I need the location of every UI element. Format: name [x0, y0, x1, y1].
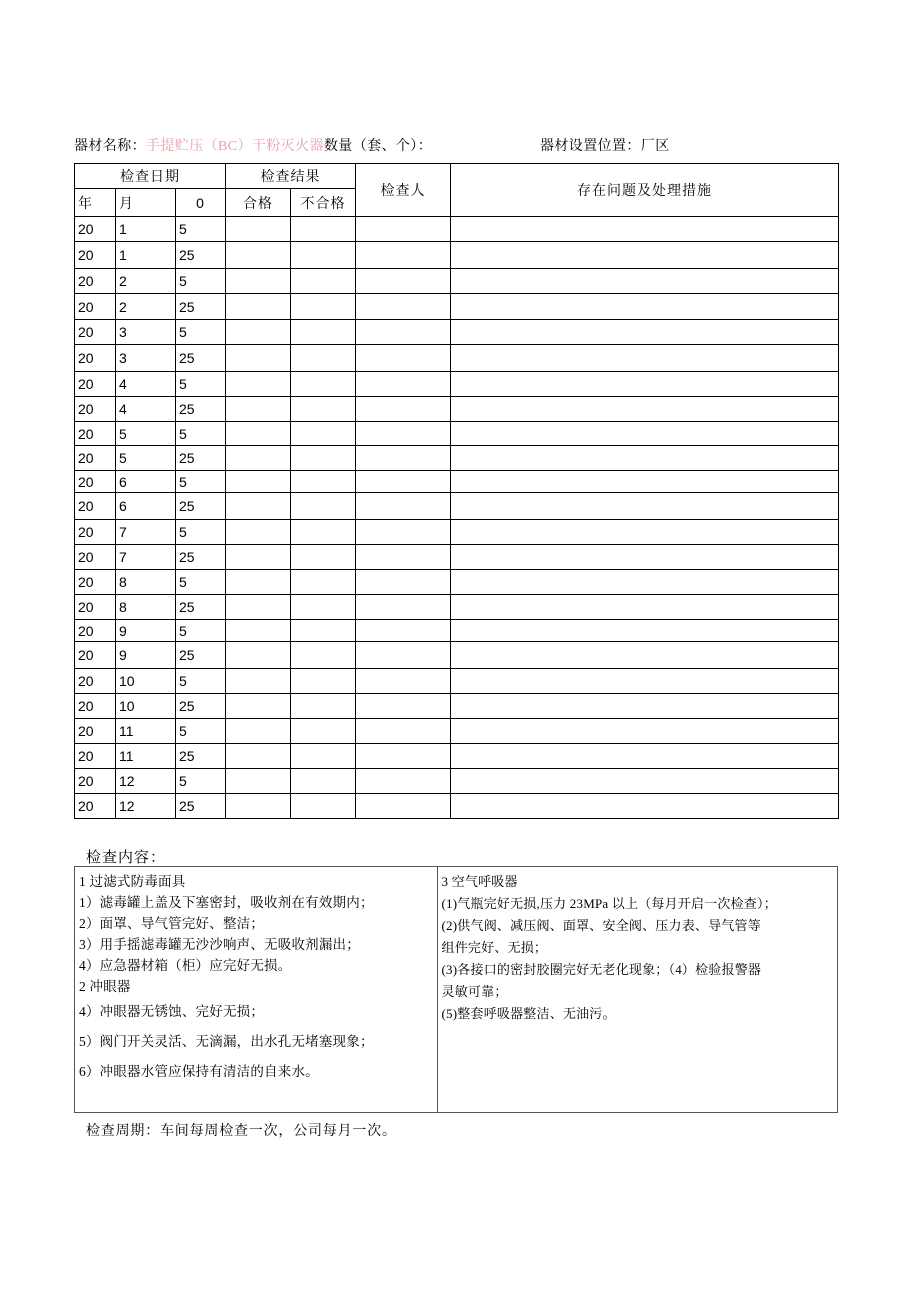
row-day[interactable]: 25 [176, 744, 226, 769]
content-line: (2)供气阀、减压阀、面罩、安全阀、压力表、导气管等 [441, 918, 761, 933]
row-pass[interactable] [226, 694, 291, 719]
row-notes[interactable] [451, 471, 839, 493]
row-person[interactable] [356, 446, 451, 471]
row-year[interactable]: 20 [75, 397, 116, 422]
row-person[interactable] [356, 397, 451, 422]
row-year[interactable]: 20 [75, 520, 116, 545]
row-month[interactable]: 7 [116, 520, 176, 545]
row-year[interactable]: 20 [75, 794, 116, 819]
row-pass[interactable] [226, 794, 291, 819]
row-pass[interactable] [226, 242, 291, 269]
table-row[interactable] [75, 422, 839, 446]
content-line: 2）面罩、导气管完好、整洁； [79, 916, 265, 931]
equipment-header [74, 136, 840, 158]
quantity-label: 数量（套、个）： [323, 139, 433, 154]
row-month[interactable]: 1 [116, 217, 176, 242]
row-day[interactable]: 25 [176, 397, 226, 422]
row-pass[interactable] [226, 269, 291, 294]
row-pass[interactable] [226, 719, 291, 744]
content-line: 灵敏可靠； [441, 984, 508, 999]
row-person[interactable] [356, 372, 451, 397]
table-row[interactable] [75, 493, 839, 520]
row-month[interactable]: 10 [116, 694, 176, 719]
row-fail[interactable] [291, 217, 356, 242]
row-person[interactable] [356, 744, 451, 769]
row-month[interactable]: 1 [116, 242, 176, 269]
header-inspector: 检查人 [356, 164, 451, 217]
table-row[interactable] [75, 294, 839, 320]
row-notes[interactable] [451, 769, 839, 794]
row-month[interactable]: 4 [116, 397, 176, 422]
row-notes[interactable] [451, 570, 839, 595]
row-year[interactable]: 20 [75, 620, 116, 642]
row-person[interactable] [356, 620, 451, 642]
table-row[interactable] [75, 397, 839, 422]
row-year[interactable]: 20 [75, 372, 116, 397]
row-fail[interactable] [291, 471, 356, 493]
row-day[interactable]: 5 [176, 719, 226, 744]
row-person[interactable] [356, 493, 451, 520]
row-person[interactable] [356, 520, 451, 545]
table-row[interactable] [75, 744, 839, 769]
row-month[interactable]: 3 [116, 345, 176, 372]
row-fail[interactable] [291, 242, 356, 269]
row-pass[interactable] [226, 669, 291, 694]
row-pass[interactable] [226, 545, 291, 570]
row-fail[interactable] [291, 794, 356, 819]
row-year[interactable]: 20 [75, 242, 116, 269]
row-fail[interactable] [291, 719, 356, 744]
row-notes[interactable] [451, 294, 839, 320]
table-row[interactable] [75, 545, 839, 570]
row-year[interactable]: 20 [75, 294, 116, 320]
table-row[interactable] [75, 320, 839, 345]
content-line: 3）用手摇滤毒罐无沙沙响声、无吸收剂漏出； [79, 937, 360, 952]
table-row[interactable] [75, 570, 839, 595]
table-body [75, 217, 839, 819]
row-pass[interactable] [226, 320, 291, 345]
row-month[interactable]: 6 [116, 493, 176, 520]
row-person[interactable] [356, 642, 451, 669]
row-fail[interactable] [291, 345, 356, 372]
row-day[interactable]: 25 [176, 446, 226, 471]
content-line: 6）冲眼器水管应保持有清洁的自来水。 [79, 1064, 319, 1079]
row-notes[interactable] [451, 694, 839, 719]
row-day[interactable]: 5 [176, 471, 226, 493]
header-year: 年 [75, 189, 116, 217]
row-notes[interactable] [451, 242, 839, 269]
row-day[interactable]: 5 [176, 269, 226, 294]
row-year[interactable]: 20 [75, 669, 116, 694]
row-month[interactable]: 5 [116, 446, 176, 471]
row-day[interactable]: 5 [176, 669, 226, 694]
table-header-row-group [75, 164, 839, 189]
location-value: 厂区 [640, 139, 670, 154]
row-year[interactable]: 20 [75, 471, 116, 493]
row-pass[interactable] [226, 570, 291, 595]
row-year[interactable]: 20 [75, 217, 116, 242]
row-person[interactable] [356, 269, 451, 294]
table-row[interactable] [75, 595, 839, 620]
inspection-content-right-column [438, 867, 837, 1112]
header-day: 0 [176, 189, 226, 217]
row-month[interactable]: 9 [116, 642, 176, 669]
table-row[interactable] [75, 719, 839, 744]
row-year[interactable]: 20 [75, 545, 116, 570]
table-row[interactable] [75, 345, 839, 372]
row-day[interactable]: 25 [176, 294, 226, 320]
row-notes[interactable] [451, 794, 839, 819]
row-day[interactable]: 25 [176, 595, 226, 620]
row-person[interactable] [356, 320, 451, 345]
inspection-record-table [74, 163, 839, 819]
row-month[interactable]: 12 [116, 769, 176, 794]
row-notes[interactable] [451, 345, 839, 372]
content-line: 组件完好、无损； [441, 940, 548, 955]
row-pass[interactable] [226, 446, 291, 471]
row-year[interactable]: 20 [75, 769, 116, 794]
row-notes[interactable] [451, 493, 839, 520]
row-day[interactable]: 25 [176, 794, 226, 819]
content-line: 4）应急器材箱（柜）应完好无损。 [79, 958, 292, 973]
header-fail: 不合格 [291, 189, 356, 217]
table-row[interactable] [75, 794, 839, 819]
row-person[interactable] [356, 794, 451, 819]
row-month[interactable]: 11 [116, 719, 176, 744]
row-notes[interactable] [451, 446, 839, 471]
content-line: 2 冲眼器 [79, 979, 131, 994]
row-year[interactable]: 20 [75, 595, 116, 620]
row-month[interactable]: 12 [116, 794, 176, 819]
row-fail[interactable] [291, 769, 356, 794]
row-month[interactable]: 2 [116, 269, 176, 294]
equipment-name-value: 手提贮压（BC）干粉灭火器 [146, 139, 324, 154]
row-person[interactable] [356, 570, 451, 595]
row-pass[interactable] [226, 595, 291, 620]
row-notes[interactable] [451, 372, 839, 397]
row-notes[interactable] [451, 595, 839, 620]
content-line: 1 过滤式防毒面具 [79, 874, 186, 889]
header-inspection-result: 检查结果 [226, 164, 356, 189]
row-notes[interactable] [451, 642, 839, 669]
row-person[interactable] [356, 294, 451, 320]
row-notes[interactable] [451, 719, 839, 744]
row-fail[interactable] [291, 397, 356, 422]
row-year[interactable]: 20 [75, 422, 116, 446]
row-person[interactable] [356, 217, 451, 242]
row-pass[interactable] [226, 520, 291, 545]
row-day[interactable]: 5 [176, 372, 226, 397]
row-person[interactable] [356, 345, 451, 372]
equipment-location [540, 136, 670, 158]
row-fail[interactable] [291, 744, 356, 769]
row-person[interactable] [356, 694, 451, 719]
row-year[interactable]: 20 [75, 320, 116, 345]
row-month[interactable]: 10 [116, 669, 176, 694]
row-day[interactable]: 25 [176, 345, 226, 372]
header-inspection-date: 检查日期 [75, 164, 226, 189]
inspection-cycle-note: 检查周期：车间每周检查一次，公司每月一次。 [86, 1124, 397, 1139]
row-day[interactable]: 5 [176, 422, 226, 446]
row-pass[interactable] [226, 471, 291, 493]
content-line: (1)气瓶完好无损,压力 23MPa 以上（每月开启一次检查）； [441, 896, 777, 911]
row-year[interactable]: 20 [75, 493, 116, 520]
row-person[interactable] [356, 595, 451, 620]
table-row[interactable] [75, 769, 839, 794]
row-person[interactable] [356, 242, 451, 269]
row-month[interactable]: 11 [116, 744, 176, 769]
row-person[interactable] [356, 545, 451, 570]
row-person[interactable] [356, 719, 451, 744]
row-pass[interactable] [226, 744, 291, 769]
equipment-name-label: 器材名称： [74, 139, 146, 154]
row-fail[interactable] [291, 545, 356, 570]
row-day[interactable]: 25 [176, 694, 226, 719]
table-row[interactable] [75, 446, 839, 471]
row-person[interactable] [356, 669, 451, 694]
header-month: 月 [116, 189, 176, 217]
row-month[interactable]: 2 [116, 294, 176, 320]
content-line: (5)整套呼吸器整洁、无油污。 [441, 1006, 616, 1021]
table-row[interactable] [75, 372, 839, 397]
row-day[interactable]: 5 [176, 570, 226, 595]
row-notes[interactable] [451, 269, 839, 294]
content-line: (3)各接口的密封胶圈完好无老化现象；（4）检验报警器 [441, 962, 762, 977]
row-day[interactable]: 5 [176, 520, 226, 545]
row-year[interactable]: 20 [75, 642, 116, 669]
row-notes[interactable] [451, 620, 839, 642]
row-month[interactable]: 7 [116, 545, 176, 570]
row-year[interactable]: 20 [75, 269, 116, 294]
row-fail[interactable] [291, 320, 356, 345]
row-day[interactable]: 5 [176, 320, 226, 345]
table-row[interactable] [75, 669, 839, 694]
row-month[interactable]: 5 [116, 422, 176, 446]
row-fail[interactable] [291, 620, 356, 642]
row-notes[interactable] [451, 422, 839, 446]
header-pass: 合格 [226, 189, 291, 217]
row-pass[interactable] [226, 294, 291, 320]
row-pass[interactable] [226, 397, 291, 422]
content-line: 3 空气呼吸器 [441, 874, 518, 889]
row-month[interactable]: 8 [116, 570, 176, 595]
inspection-content-box [74, 866, 838, 1113]
row-fail[interactable] [291, 372, 356, 397]
table-row[interactable] [75, 642, 839, 669]
row-day[interactable]: 5 [176, 769, 226, 794]
row-month[interactable]: 8 [116, 595, 176, 620]
row-fail[interactable] [291, 422, 356, 446]
row-month[interactable]: 9 [116, 620, 176, 642]
row-notes[interactable] [451, 669, 839, 694]
row-notes[interactable] [451, 217, 839, 242]
row-fail[interactable] [291, 446, 356, 471]
table-row[interactable] [75, 217, 839, 242]
location-label: 器材设置位置： [540, 139, 641, 154]
row-fail[interactable] [291, 694, 356, 719]
row-person[interactable] [356, 422, 451, 446]
row-year[interactable]: 20 [75, 744, 116, 769]
row-year[interactable]: 20 [75, 570, 116, 595]
row-year[interactable]: 20 [75, 446, 116, 471]
row-notes[interactable] [451, 520, 839, 545]
row-fail[interactable] [291, 669, 356, 694]
row-year[interactable]: 20 [75, 694, 116, 719]
row-fail[interactable] [291, 269, 356, 294]
row-notes[interactable] [451, 320, 839, 345]
row-fail[interactable] [291, 520, 356, 545]
row-day[interactable]: 25 [176, 642, 226, 669]
row-pass[interactable] [226, 493, 291, 520]
row-notes[interactable] [451, 744, 839, 769]
row-person[interactable] [356, 769, 451, 794]
content-line: 1）滤毒罐上盖及下塞密封，吸收剂在有效期内； [79, 895, 374, 910]
table-header [75, 164, 839, 217]
row-month[interactable]: 4 [116, 372, 176, 397]
row-year[interactable]: 20 [75, 719, 116, 744]
row-fail[interactable] [291, 570, 356, 595]
inspection-content-left-column [75, 867, 438, 1112]
inspection-content-title: 检查内容： [86, 850, 167, 866]
row-pass[interactable] [226, 422, 291, 446]
row-day[interactable]: 5 [176, 217, 226, 242]
row-pass[interactable] [226, 345, 291, 372]
content-line: 4）冲眼器无锈蚀、完好无损； [79, 1004, 265, 1019]
row-month[interactable]: 3 [116, 320, 176, 345]
header-issues-and-actions: 存在问题及处理措施 [451, 164, 839, 217]
content-line: 5）阀门开关灵活、无滴漏，出水孔无堵塞现象； [79, 1034, 374, 1049]
row-pass[interactable] [226, 372, 291, 397]
row-notes[interactable] [451, 545, 839, 570]
row-day[interactable]: 25 [176, 493, 226, 520]
row-notes[interactable] [451, 397, 839, 422]
row-pass[interactable] [226, 217, 291, 242]
row-pass[interactable] [226, 620, 291, 642]
row-person[interactable] [356, 471, 451, 493]
row-fail[interactable] [291, 642, 356, 669]
row-day[interactable]: 5 [176, 620, 226, 642]
table-row[interactable] [75, 520, 839, 545]
row-pass[interactable] [226, 642, 291, 669]
row-month[interactable]: 6 [116, 471, 176, 493]
table-row[interactable] [75, 242, 839, 269]
row-day[interactable]: 25 [176, 242, 226, 269]
table-row[interactable] [75, 694, 839, 719]
row-fail[interactable] [291, 493, 356, 520]
row-pass[interactable] [226, 769, 291, 794]
table-row[interactable] [75, 620, 839, 642]
row-day[interactable]: 25 [176, 545, 226, 570]
row-fail[interactable] [291, 595, 356, 620]
table-row[interactable] [75, 471, 839, 493]
row-year[interactable]: 20 [75, 345, 116, 372]
row-fail[interactable] [291, 294, 356, 320]
table-row[interactable] [75, 269, 839, 294]
